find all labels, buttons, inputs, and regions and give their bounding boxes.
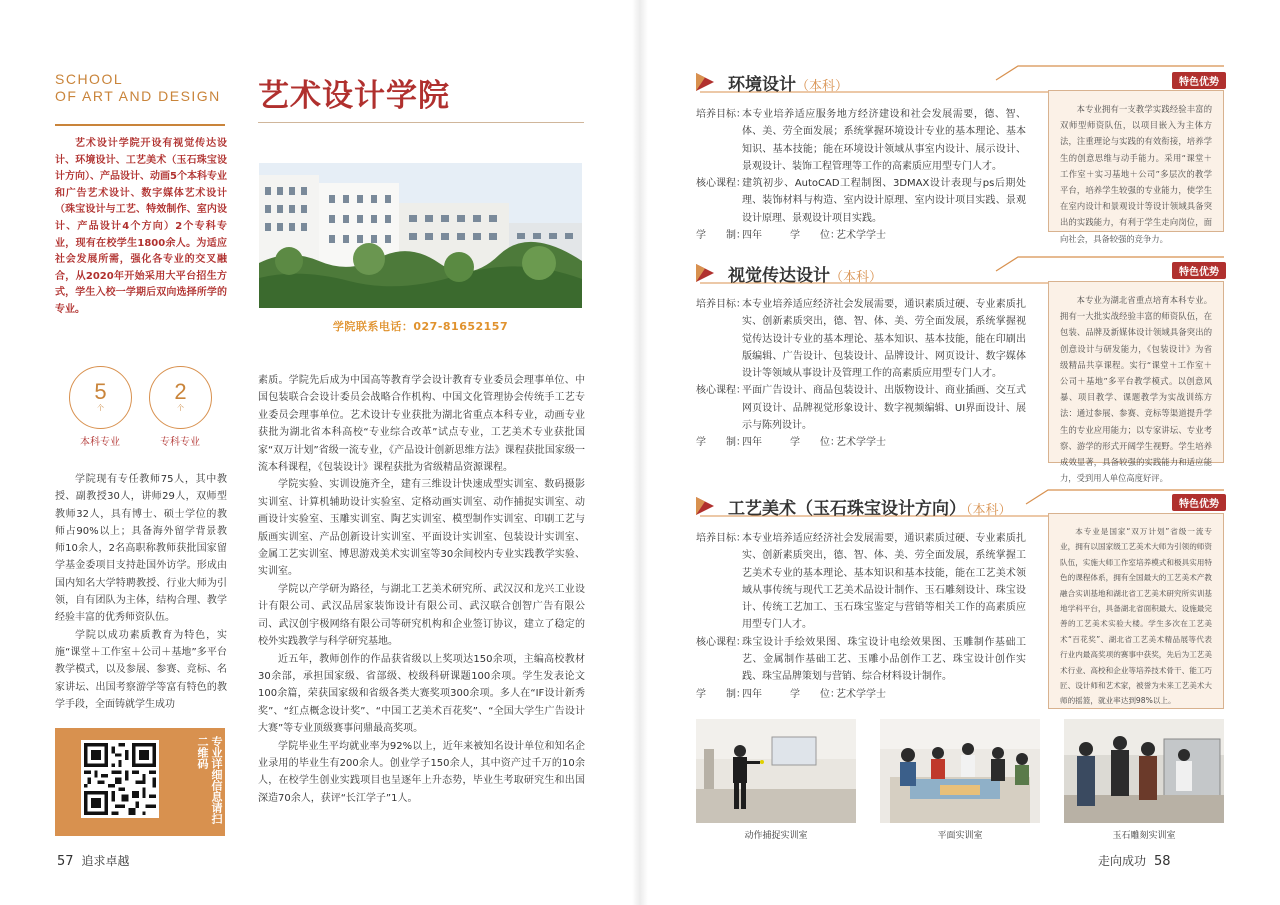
feature-box-environment: 本专业拥有一支教学实践经验丰富的双师型师资队伍，以项目嵌入为主体方法，注重理论与实践的有效衔接，培养学生的创意思维与动手能力。采用“课堂＋工作室＋实习基地＋公司”多层次的教学平台，培养学生较强的专业能力，使学生在室内设计和景观设计等设计领域具备突出的实践能力，有利于学生走向岗位，面向社会，具备较强的竞争力。: [1048, 90, 1224, 232]
label: 核心课程：: [696, 385, 746, 397]
stat-number: 2: [174, 379, 187, 404]
photo-jade-carving-lab: [1064, 719, 1224, 823]
section-title: 视觉传达设计（本科）: [728, 266, 883, 286]
photo-caption: 玉石雕刻实训室: [1112, 831, 1176, 841]
qr-code[interactable]: [81, 740, 159, 818]
training-goal: 本专业培养适应经济社会发展需要，通识素质过硬、专业素质扎实、创新素质突出，德、智、体、美、劳全面发展，系统掌握工艺美术专业的基本理论、基本知识和基本技能，能在工艺美术领域从事传统与现代工艺美术品设计制作、玉石雕刻设计、珠宝设计、传统工艺加工、玉石珠宝鉴定与营销等相关工作的高素质应用型专门人才。: [742, 533, 1026, 631]
photo-motion-capture-lab: [696, 719, 856, 823]
label: 培养目标：: [696, 533, 746, 544]
footer-right: [1098, 852, 1171, 869]
duration: 四年: [742, 230, 762, 242]
paragraph: 学院以成功素质教育为特色，实施“课堂＋工作室＋公司＋基地”多平台教学模式，以及参展、参赛、竞标、名家讲坛、出国考察游学等富有特色的教学手段，全面铸就学生成功: [55, 629, 227, 710]
label: 核心课程：: [696, 178, 746, 190]
paragraph: 学院实验、实训设施齐全，建有三维设计快速成型实训室、数码摄影实训室、计算机辅助设计实验室、定格动画实训室、动作捕捉实训室、动画设计实验室、玉雕实训室、陶艺实训室、模型制作实训室、印刷工艺与版画实训室、产品创新设计实训室、平面设计实训室、包装设计实训室、金属工艺实训室、博思游戏美术实训室等30余间校内专业实践教学实验、实训室。: [258, 479, 585, 578]
stat-label-college: 专科专业: [160, 437, 200, 448]
feature-box-crafts: 本专业是国家“双万计划”省级一流专业，拥有以国家级工艺美术大师为引领的师资队伍，实施大师工作室培养模式和极具实用特色的课程体系，拥有全国最大的工艺美术产教融合实训基地和湖北省工艺美术研究所实训基地学科平台，具备湖北省面积最大、设施最完善的工艺美术实验大楼。学生多次在工艺美术“百花奖”、湖北省工艺美术精品展等代表行业内最高奖项的赛事中获奖，先后为工艺美术行业、高校和企业等培养技术骨干、能工巧匠、设计师和艺术家，被誉为未来工艺美术大师的摇篮，就业率达到98%以上。: [1048, 513, 1224, 709]
section-body-visual-communication: [696, 296, 1026, 452]
school-en-line2: OF ART AND DESIGN: [55, 88, 221, 104]
feature-badge: 特色优势: [1172, 72, 1226, 89]
footer-left: [57, 852, 130, 869]
label: 培养目标：: [696, 109, 746, 120]
stat-number: 5: [94, 379, 107, 404]
core-courses: 珠宝设计手绘效果图、珠宝设计电绘效果图、玉雕制作基础工艺、金属制作基础工艺、玉雕小品创作工艺、珠宝设计创作实践、珠宝品牌策划与营销、综合材料设计制作。: [742, 636, 1026, 683]
paragraph: 素质。学院先后成为中国高等教育学会设计教育专业委员会理事单位、中国包装联合会设计委员会战略合作机构、中国文化管理协会传统手工艺专业委员会理事单位。艺术设计专业获批为湖北省重点本科专业，动画专业获批为湖北省本科高校“专业综合改革”试点专业，工艺美术专业获批国家“双万计划”省级一流专业，《产品设计创新思维方法》课程获批国家级一流本科课程，《包装设计》课程获批为省级精品资源课程。: [258, 375, 585, 474]
stat-unit: 个: [177, 404, 184, 412]
core-courses: 建筑初步、AutoCAD工程制图、3DMAX设计表现与ps后期处理、装饰材料与构造、室内设计原理、室内设计项目实践、景观设计原理、景观设计项目实践。: [742, 178, 1026, 224]
section-body-environment: [696, 106, 1026, 244]
stat-unit: 个: [97, 404, 104, 412]
main-text: [258, 372, 585, 807]
divider: [55, 124, 225, 126]
contact-phone: 学院联系电话：027-81652157: [332, 320, 509, 333]
section-title: 环境设计（本科）: [728, 75, 849, 95]
label: 学 位：: [790, 230, 840, 242]
footer-slogan: 追求卓越: [81, 854, 130, 868]
faculty-text: [55, 471, 227, 713]
photo-caption: 动作捕捉实训室: [744, 831, 808, 841]
feature-badge: 特色优势: [1172, 262, 1226, 279]
feature-badge: 特色优势: [1172, 494, 1226, 511]
training-goal: 本专业培养适应经济社会发展需要，通识素质过硬、专业素质扎实、创新素质突出，德、智、体、美、劳全面发展，系统掌握视觉传达设计专业的基本理论、基本知识、基本技能，能在印刷出版编辑、广告设计、包装设计、品牌设计、网页设计、数字媒体设计等领域从事设计及管理工作的高素质应用型专门人才。: [742, 299, 1026, 380]
label: 核心课程：: [696, 636, 746, 648]
school-en-line1: SCHOOL: [55, 71, 124, 87]
label: 学 制：: [696, 437, 746, 449]
training-goal: 本专业培养适应服务地方经济建设和社会发展需要，德、智、体、美、劳全面发展；系统掌握环境设计专业的基本理论、基本知识、基本技能；能在环境设计领域从事室内设计、展示设计、景观设计、装饰工程管理等工作的高素质应用型专门人才。: [742, 109, 1026, 172]
divider: [258, 122, 584, 123]
duration: 四年: [742, 437, 762, 449]
photo-graphic-lab: [880, 719, 1040, 823]
feature-box-visual-communication: 本专业为湖北省重点培育本科专业。拥有一大批实战经验丰富的师资队伍，在包装、品牌及新媒体设计领域具备突出的创意设计与研发能力，《包装设计》为省级精品共享课程。实行“课堂＋工作室＋公司＋基地”多平台教学模式。以创意风暴、项目教学、课题教学为实战训练方法：通过参展、参赛、竞标等渠道提升学生的专业应用能力；以专家讲坛、专业考察、游学的形式开阔学生视野。学生培养成效显著，具备较强的实践能力和适应能力，受到用人单位高度好评。: [1048, 281, 1224, 463]
label: 培养目标：: [696, 299, 746, 310]
play-arrow-icon: [696, 264, 714, 282]
degree: 艺术学学士: [836, 230, 886, 242]
label: 学 位：: [790, 437, 840, 449]
page-gutter: [632, 0, 648, 905]
school-english-name: [55, 71, 235, 105]
page-number: 58: [1154, 854, 1171, 869]
stat-undergrad-circle: [69, 366, 132, 429]
paragraph: 学院以产学研为路径，与湖北工艺美术研究所、武汉汉和龙兴工业设计有限公司、武汉品居家装饰设计有限公司、武汉联合创智广告有限公司、武汉创宇极网络有限公司等研究机构和企业签订协议，建立了稳定的校外实践教学与科学研究基地。: [258, 583, 585, 648]
label: 学 位：: [790, 688, 840, 700]
stat-college-circle: [149, 366, 212, 429]
paragraph: 学院现有专任教师75人，其中教授、副教授30人，讲师29人，双师型教师32人，具有博士、硕士学位的教师占90%以上；具备海外留学背景教师10余人，2名高职称教师获批国家留学基金委项目支持赴国外访学。形成由国内知名大学特聘教授、行业大师为引领，自有团队为主体，结构合理、教学经验丰富的优秀师资队伍。: [55, 474, 227, 624]
play-arrow-icon: [696, 73, 714, 91]
intro-paragraph: 艺术设计学院开设有视觉传达设计、环境设计、工艺美术（玉石珠宝设计方向）、产品设计、动画5个本科专业和广告艺术设计、数字媒体艺术设计（珠宝设计与工艺、特效制作、室内设计、产品设计4个方向）2个专科专业，现有在校学生1800余人。为适应社会发展所需，强化各专业的交叉融合，从2020年开始采用大平台招生方式，学生入校一学期后双向选择所学的专业。: [55, 138, 227, 315]
label: 学 制：: [696, 688, 746, 700]
paragraph: 学院毕业生平均就业率为92%以上，近年来被知名设计单位和知名企业录用的毕业生有200余人。创业学子150余人，其中资产过千万的10余人，在校学生创业实践项目也呈逐年上升态势，毕业生考取研究生和出国深造70余人，获评“长江学子”1人。: [258, 740, 585, 804]
campus-building-photo: [259, 163, 582, 308]
page-number: 57: [57, 854, 74, 869]
core-courses: 平面广告设计、商品包装设计、出版物设计、商业插画、交互式网页设计、品牌视觉形象设计、数字视频编辑、UI界面设计、展示与陈列设计。: [742, 385, 1026, 432]
degree: 艺术学学士: [836, 688, 886, 700]
page-title: 艺术设计学院: [258, 78, 450, 114]
section-title: 工艺美术（玉石珠宝设计方向）（本科）: [728, 499, 1012, 519]
label: 学 制：: [696, 230, 746, 242]
section-body-crafts: [696, 530, 1026, 703]
paragraph: 近五年，教师创作的作品获省级以上奖项达150余项，主编高校教材30余部，承担国家级、省部级、校级科研课题100余项。学生发表论文100余篇，荣获国家级和省级各类大赛奖项300余项。多人在“IF设计新秀奖”、“红点概念设计奖”、“中国工艺美术百花奖”、“全国大学生广告设计大赛”等专业顶级赛事问鼎最高奖项。: [258, 653, 585, 735]
photo-caption: 平面实训室: [937, 831, 983, 841]
qr-instruction: 专业详细信息请扫二维码: [196, 736, 223, 824]
duration: 四年: [742, 688, 762, 700]
qr-code-panel: [55, 728, 225, 836]
stat-label-undergrad: 本科专业: [80, 437, 120, 448]
footer-slogan: 走向成功: [1098, 854, 1147, 868]
play-arrow-icon: [696, 497, 714, 515]
degree: 艺术学学士: [836, 437, 886, 449]
